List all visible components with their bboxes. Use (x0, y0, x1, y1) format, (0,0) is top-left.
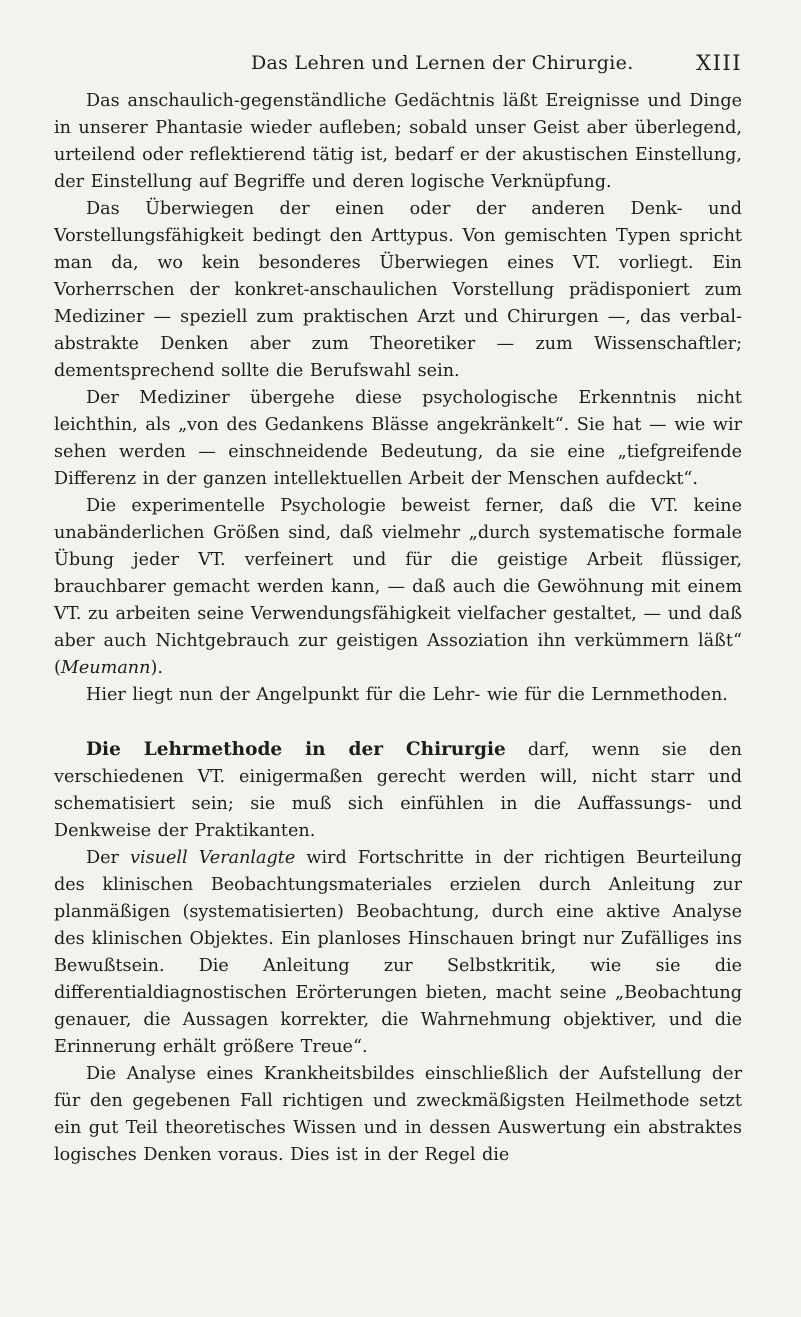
paragraph-text: Die Analyse eines Krankheitsbildes einschließlich der Aufstellung der für den gegebenen Fall richtigen und zweckmäßigsten Heilmethode setzt ein gut Teil theoretisches Wissen und in dessen Auswertung ein abstraktes logisches Denken voraus. Dies ist in der Regel die (54, 1064, 742, 1165)
section-paragraph (54, 736, 742, 845)
paragraph (54, 845, 742, 1061)
paragraph (54, 493, 742, 682)
running-title: Das Lehren und Lernen der Chirurgie. (251, 52, 634, 74)
paragraph (54, 1061, 742, 1169)
page-header (251, 50, 742, 84)
page-number: XIII (696, 51, 742, 75)
paragraph (54, 196, 742, 385)
paragraph-text: wird Fortschritte in der richtigen Beurteilung des klinischen Beobachtungsmateriales erzielen durch Anleitung zur planmäßigen (systematisierten) Beobachtung, durch eine aktive Analyse des klinischen Objektes. Ein planloses Hinschauen bringt nur Zufälliges ins Bewußtsein. Die Anleitung zur Selbstkritik, wie sie die differentialdiagnostischen Erörterungen bieten, macht seine „Beobachtung genauer, die Aussagen korrekter, die Wahrnehmung objektiver, und die Erinnerung erhält größere Treue“. (54, 848, 742, 1057)
section-heading: Die Lehrmethode in der Chirurgie (86, 739, 506, 760)
paragraph-text: Hier liegt nun der Angelpunkt für die Lehr- wie für die Lernmethoden. (86, 685, 728, 705)
paragraph (54, 385, 742, 493)
paragraph (54, 682, 742, 709)
paragraph-text: Das anschaulich-gegenständliche Gedächtnis läßt Ereignisse und Dinge in unserer Phantasie wieder aufleben; sobald unser Geist aber überlegend, urteilend oder reflektierend tätig ist, bedarf er der akustischen Einstellung, der Einstellung auf Begriffe und deren logische Verknüpfung. (54, 91, 742, 192)
paragraph-text: Die experimentelle Psychologie beweist ferner, daß die VT. keine unabänderlichen Größen sind, daß vielmehr „durch systematische formale Übung jeder VT. verfeinert und für die geistige Arbeit flüssiger, brauchbarer gemacht werden kann, — daß auch die Gewöhnung mit einem VT. zu arbeiten seine Verwendungsfähigkeit vielfacher gestaltet, — und daß aber auch Nichtgebrauch zur geistigen Assoziation ihn verkümmern läßt“ ( (54, 496, 742, 678)
paragraph-text: Der Mediziner übergehe diese psychologische Erkenntnis nicht leichthin, als „von des Gedankens Blässe angekränkelt“. Sie hat — wie wir sehen werden — einschneidende Bedeutung, da sie eine „tiefgreifende Differenz in der ganzen intellektuellen Arbeit der Menschen aufdeckt“. (54, 388, 742, 489)
paragraph-text: Das Überwiegen der einen oder der anderen Denk- und Vorstellungsfähigkeit bedingt den Arttypus. Von gemischten Typen spricht man da, wo kein besonderes Überwiegen eines VT. vorliegt. Ein Vorherrschen der konkret-anschaulichen Vorstellung prädisponiert zum Mediziner — speziell zum praktischen Arzt und Chirurgen —, das verbal-abstrakte Denken aber zum Theoretiker — zum Wissenschaftler; dementsprechend sollte die Berufswahl sein. (54, 199, 742, 381)
emphasized-term: visuell Veranlagte (130, 848, 296, 868)
paragraph-text: ). (150, 658, 163, 678)
body-text (54, 88, 742, 1169)
citation-author: Meumann (60, 658, 151, 678)
paragraph-text: Der (86, 848, 131, 868)
paragraph (54, 88, 742, 196)
paragraph-text: darf, wenn sie den verschiedenen VT. einigermaßen gerecht werden will, nicht starr und schematisiert sein; sie muß sich einfühlen in die Auffassungs- und Denkweise der Praktikanten. (54, 740, 742, 841)
